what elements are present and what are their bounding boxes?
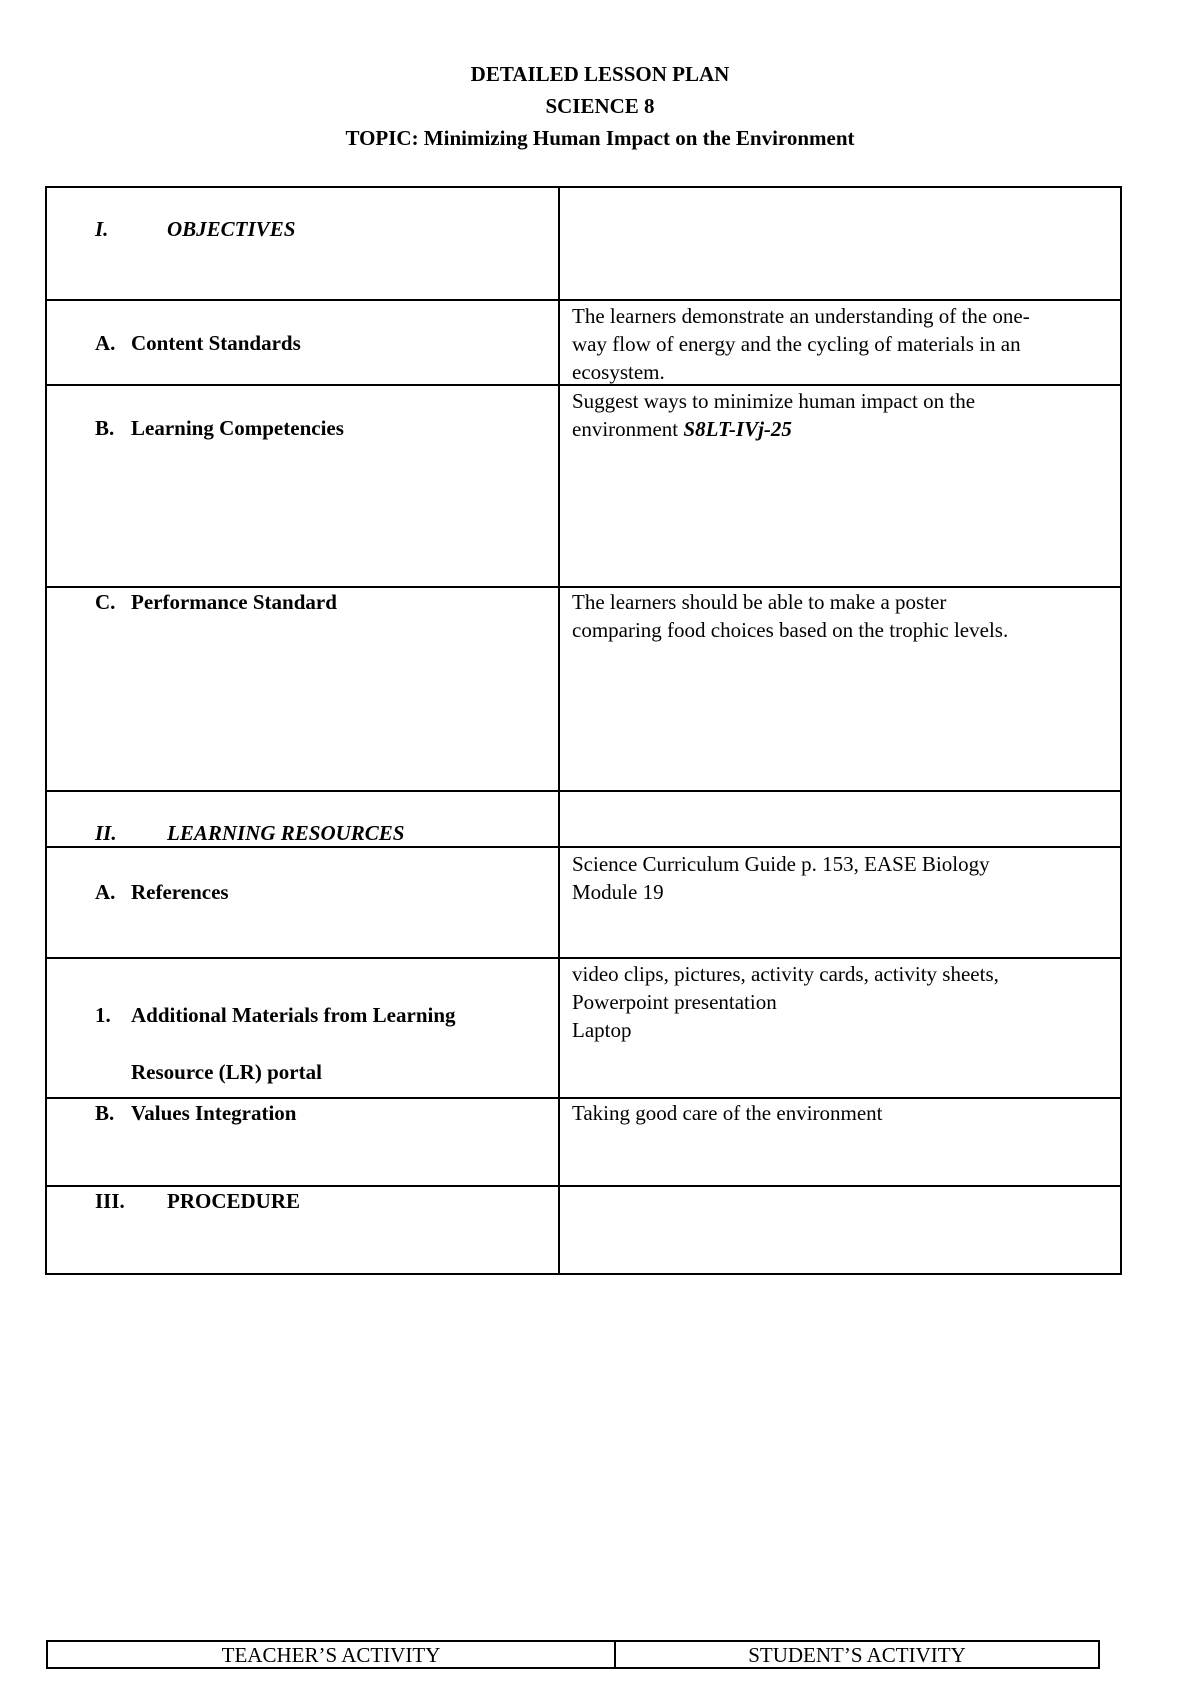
references-text: Science Curriculum Guide p. 153, EASE Biology Module 19	[572, 852, 990, 904]
content-standards-label: A. Content Standards	[95, 331, 301, 355]
procedure-heading: III. PROCEDURE	[95, 1189, 301, 1213]
values-integration-text: Taking good care of the environment	[572, 1101, 883, 1125]
performance-standard-label: C. Performance Standard	[95, 590, 337, 614]
content-standards-text: The learners demonstrate an understanding of the one- way flow of energy and the cycling of materials in an ecosystem.	[572, 304, 1030, 384]
doc-topic: TOPIC: Minimizing Human Impact on the Environment	[345, 126, 855, 150]
additional-materials-label: 1. Additional Materials from Learning Resource (LR) portal	[95, 1003, 456, 1084]
student-activity-header: STUDENT’S ACTIVITY	[748, 1643, 966, 1667]
values-integration-label: B. Values Integration	[95, 1101, 297, 1125]
additional-materials-text: video clips, pictures, activity cards, activity sheets, Powerpoint presentation Laptop	[572, 962, 999, 1042]
performance-standard-text: The learners should be able to make a poster comparing food choices based on the trophic levels.	[572, 590, 1009, 642]
document-header	[0, 58, 1200, 154]
references-label: A. References	[95, 880, 229, 904]
doc-subject: SCIENCE 8	[545, 94, 655, 118]
objectives-heading: I. OBJECTIVES	[95, 217, 296, 241]
competency-code: S8LT-IVj-25	[683, 417, 792, 441]
learning-resources-heading: II. LEARNING RESOURCES	[95, 821, 405, 845]
doc-title: DETAILED LESSON PLAN	[470, 62, 730, 86]
teacher-activity-header: TEACHER’S ACTIVITY	[221, 1643, 441, 1667]
learning-competencies-text: Suggest ways to minimize human impact on the environment S8LT-IVj-25	[572, 389, 976, 441]
activity-table-header	[46, 1640, 1100, 1669]
learning-competencies-label: B. Learning Competencies	[95, 416, 344, 440]
